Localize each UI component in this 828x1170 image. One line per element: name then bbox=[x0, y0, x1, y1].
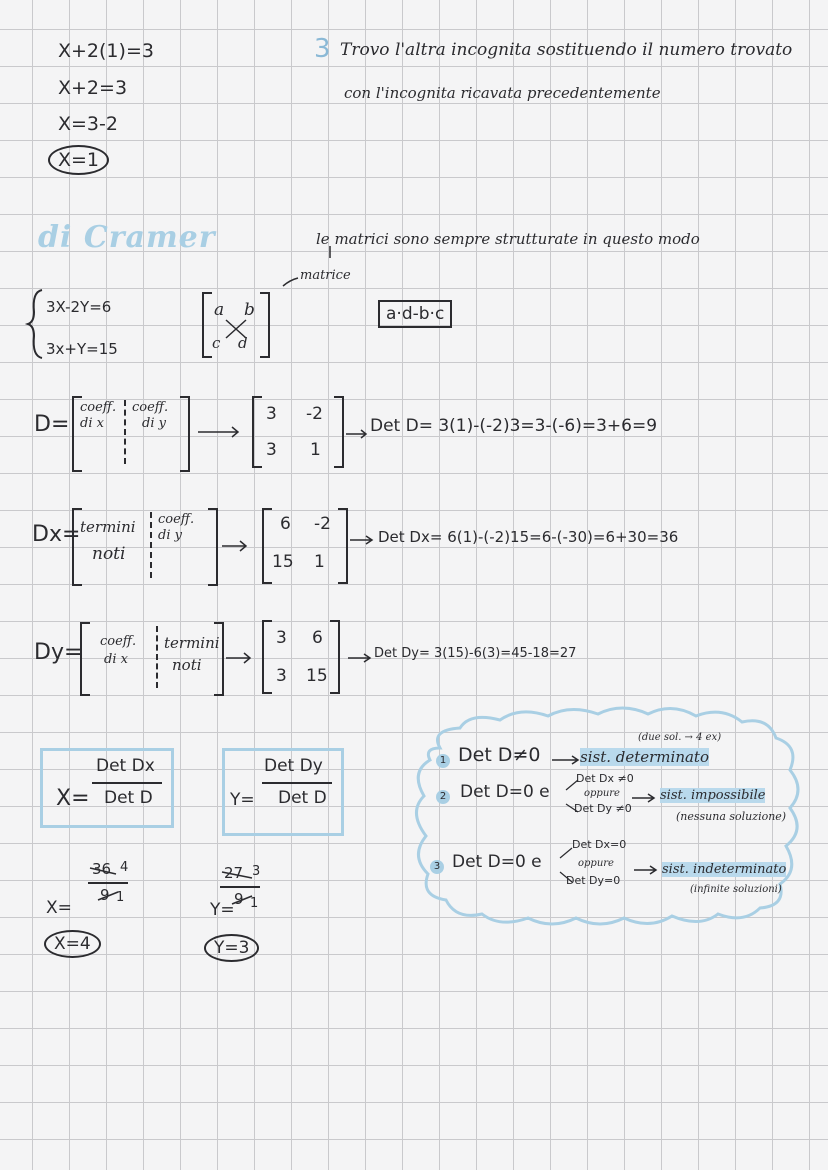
Dy-col2-line2: noti bbox=[172, 656, 202, 674]
y-final-result: Y=3 bbox=[204, 934, 259, 962]
abcd-a: a bbox=[214, 300, 225, 320]
Dx-m12: -2 bbox=[314, 514, 331, 534]
case-2-result: sist. impossibile bbox=[660, 788, 766, 803]
D-col1-line2: di x bbox=[80, 416, 104, 431]
y-solution-num: 27 bbox=[224, 864, 244, 882]
step-text-line-2: con l'incognita ricavata precedentemente bbox=[344, 84, 661, 102]
case-1-note: (due sol. → 4 ex) bbox=[638, 732, 722, 743]
Dy-num-bracket-left bbox=[262, 620, 272, 694]
Dy-num-bracket-right bbox=[330, 620, 340, 694]
case-3-result: sist. indeterminato bbox=[662, 862, 787, 877]
Dx-num-bracket-right bbox=[338, 508, 348, 584]
case-3-number: 3 bbox=[430, 856, 444, 875]
matrix-label: matrice bbox=[300, 268, 351, 283]
abcd-d: d bbox=[238, 334, 248, 352]
D-label: D= bbox=[34, 412, 70, 437]
D-bracket-right bbox=[180, 396, 190, 472]
abcd-b: b bbox=[244, 300, 255, 320]
work-line-2: X+2=3 bbox=[58, 77, 128, 99]
Dy-m11: 3 bbox=[276, 628, 287, 648]
section-title: di Cramer bbox=[38, 220, 216, 255]
y-solution-den: 9 bbox=[234, 890, 244, 908]
y-solution-num-reduced: 3 bbox=[252, 864, 261, 879]
step-text-line-1: Trovo l'altra incognita sostituendo il numero trovato bbox=[340, 40, 793, 60]
Dx-col2-line1: coeff. bbox=[158, 512, 195, 527]
D-col2-line2: di y bbox=[142, 416, 166, 431]
x-formula-num: Det Dx bbox=[96, 756, 155, 776]
D-num-bracket-left bbox=[252, 396, 262, 468]
Dx-num-bracket-left bbox=[262, 508, 272, 584]
y-formula-num: Det Dy bbox=[264, 756, 323, 776]
case-2-condition: Det D=0 e bbox=[460, 782, 550, 802]
D-m12: -2 bbox=[306, 404, 323, 424]
D-divider bbox=[124, 400, 126, 464]
y-formula-lhs: Y= bbox=[230, 790, 255, 810]
work-line-1: X+2(1)=3 bbox=[58, 40, 154, 62]
Dx-det: Det Dx= 6(1)-(-2)15=6-(-30)=6+30=36 bbox=[378, 528, 679, 546]
y-solution-lhs: Y= bbox=[210, 900, 235, 920]
Dy-det: Det Dy= 3(15)-6(3)=45-18=27 bbox=[374, 646, 577, 661]
case-3-condition: Det D=0 e bbox=[452, 852, 542, 872]
Dx-col1-line1: termini bbox=[80, 518, 136, 536]
system-eq-2: 3x+Y=15 bbox=[46, 340, 118, 358]
Dx-col1-line2: noti bbox=[92, 544, 126, 564]
x-formula-lhs: X= bbox=[56, 786, 90, 811]
case-1-condition: Det D≠0 bbox=[458, 744, 541, 766]
D-m21: 3 bbox=[266, 440, 277, 460]
case-2-or: oppure bbox=[584, 788, 620, 799]
x-formula-line bbox=[92, 782, 162, 784]
Dx-m21: 15 bbox=[272, 552, 294, 572]
determinant-formula: a·d-b·c bbox=[378, 300, 452, 328]
case-3-option-b: Det Dy=0 bbox=[566, 874, 621, 887]
Dy-bracket-left bbox=[80, 622, 90, 696]
system-eq-1: 3X-2Y=6 bbox=[46, 298, 112, 316]
D-m22: 1 bbox=[310, 440, 321, 460]
Dy-m21: 3 bbox=[276, 666, 287, 686]
matrix-note: le matrici sono sempre strutturate in questo modo bbox=[316, 230, 700, 248]
Dx-label: Dx= bbox=[32, 522, 81, 547]
Dy-m22: 15 bbox=[306, 666, 328, 686]
case-3-option-a: Det Dx=0 bbox=[572, 838, 627, 851]
Dy-divider bbox=[156, 626, 158, 688]
step-number: 3 bbox=[314, 34, 331, 64]
x-solution-num-reduced: 4 bbox=[120, 860, 129, 875]
y-solution-line bbox=[220, 886, 260, 888]
D-num-bracket-right bbox=[334, 396, 344, 468]
y-solution-den-reduced: 1 bbox=[250, 896, 259, 911]
x-solution-den: 9 bbox=[100, 886, 110, 904]
case-1-result: sist. determinato bbox=[580, 748, 709, 766]
case-1-number: 1 bbox=[436, 750, 450, 769]
x-solution-lhs: X= bbox=[46, 898, 72, 918]
Dx-m22: 1 bbox=[314, 552, 325, 572]
Dy-col2-line1: termini bbox=[164, 634, 220, 652]
x-solution-line bbox=[88, 882, 128, 884]
Dx-col2-line2: di y bbox=[158, 528, 182, 543]
x-formula-den: Det D bbox=[104, 788, 153, 808]
abcd-bracket-right bbox=[260, 292, 270, 358]
D-col1-line1: coeff. bbox=[80, 400, 117, 415]
D-det: Det D= 3(1)-(-2)3=3-(-6)=3+6=9 bbox=[370, 416, 658, 436]
case-2-option-b: Det Dy ≠0 bbox=[574, 802, 632, 815]
D-col2-line1: coeff. bbox=[132, 400, 169, 415]
Dx-divider bbox=[150, 512, 152, 578]
x-solution-den-reduced: 1 bbox=[116, 890, 125, 905]
Dy-col1-line2: di x bbox=[104, 652, 128, 667]
D-m11: 3 bbox=[266, 404, 277, 424]
Dy-col1-line1: coeff. bbox=[100, 634, 137, 649]
case-2-note: (nessuna soluzione) bbox=[676, 810, 787, 823]
y-formula-den: Det D bbox=[278, 788, 327, 808]
work-result-x: X=1 bbox=[48, 145, 109, 175]
case-3-note: (infinite soluzioni) bbox=[690, 884, 782, 895]
case-2-option-a: Det Dx ≠0 bbox=[576, 772, 634, 785]
y-formula-line bbox=[262, 782, 332, 784]
x-solution-num: 36 bbox=[92, 860, 112, 878]
work-line-3: X=3-2 bbox=[58, 113, 118, 135]
abcd-bracket-left bbox=[202, 292, 212, 358]
case-2-number: 2 bbox=[436, 786, 450, 805]
case-3-or: oppure bbox=[578, 858, 614, 869]
Dx-bracket-right bbox=[208, 508, 218, 586]
Dy-label: Dy= bbox=[34, 640, 83, 665]
Dy-m12: 6 bbox=[312, 628, 323, 648]
Dx-m11: 6 bbox=[280, 514, 291, 534]
abcd-c: c bbox=[212, 334, 221, 352]
x-final-result: X=4 bbox=[44, 930, 101, 958]
